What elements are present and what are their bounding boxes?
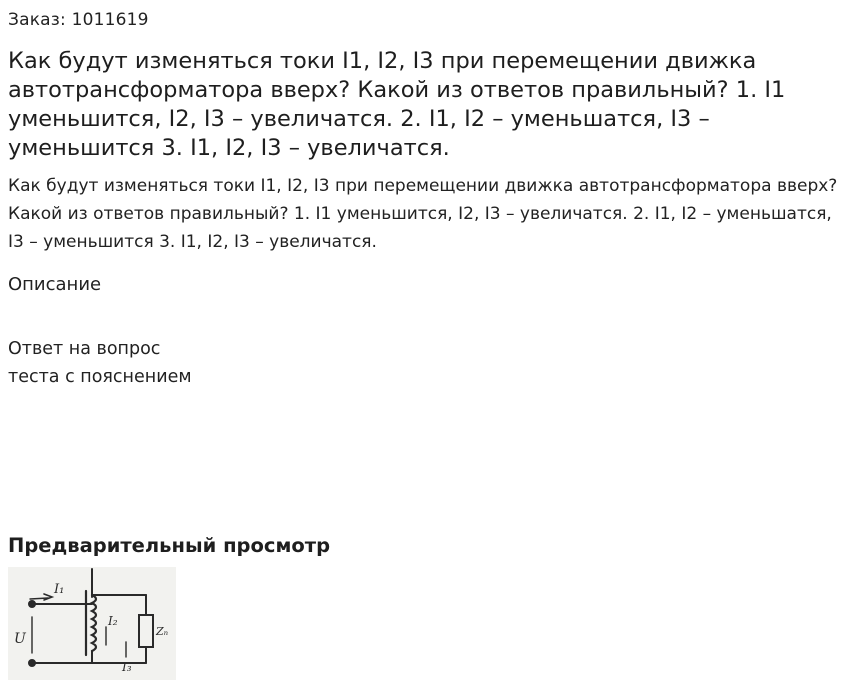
terminal-bottom bbox=[29, 660, 35, 666]
label-z: Zₙ bbox=[156, 625, 169, 638]
description-line: Ответ на вопрос bbox=[8, 339, 161, 359]
label-i2: I₂ bbox=[108, 614, 118, 628]
load-resistor bbox=[139, 615, 153, 647]
description-label: Описание bbox=[8, 274, 102, 295]
preview-image[interactable] bbox=[8, 567, 176, 680]
order-number: Заказ: 1011619 bbox=[8, 10, 149, 30]
preview-heading: Предварительный просмотр bbox=[8, 534, 331, 557]
label-i1: I₁ bbox=[54, 582, 65, 597]
description-text bbox=[8, 335, 268, 391]
label-u: U bbox=[14, 631, 26, 647]
current-arrow bbox=[30, 598, 48, 599]
circuit-diagram bbox=[8, 567, 176, 680]
description-line: теста с пояснением bbox=[8, 367, 192, 387]
terminal-top bbox=[29, 601, 35, 607]
question-title: Как будут изменяться токи I1, I2, I3 при перемещении движка автотрансформатора вверх? Какой из ответов правильный? 1. I1 уменьшится, I2, I3 – увеличатся. 2. I1, I2 – уменьшатся, I3 – уменьшится 3. I1, I2, I3 – увеличатся. bbox=[8, 48, 786, 161]
question-body: Как будут изменяться токи I1, I2, I3 при перемещении движка автотрансформатора вверх? Какой из ответов правильный? 1. I1 уменьшится, I2, I3 – увеличатся. 2. I1, I2 – уменьшатся, I3 – уменьшится 3. I1, I2, I3 – увеличатся. bbox=[8, 176, 838, 252]
current-arrow bbox=[44, 594, 52, 600]
label-i3: I₃ bbox=[122, 660, 132, 674]
autotransformer-coil bbox=[92, 595, 96, 651]
